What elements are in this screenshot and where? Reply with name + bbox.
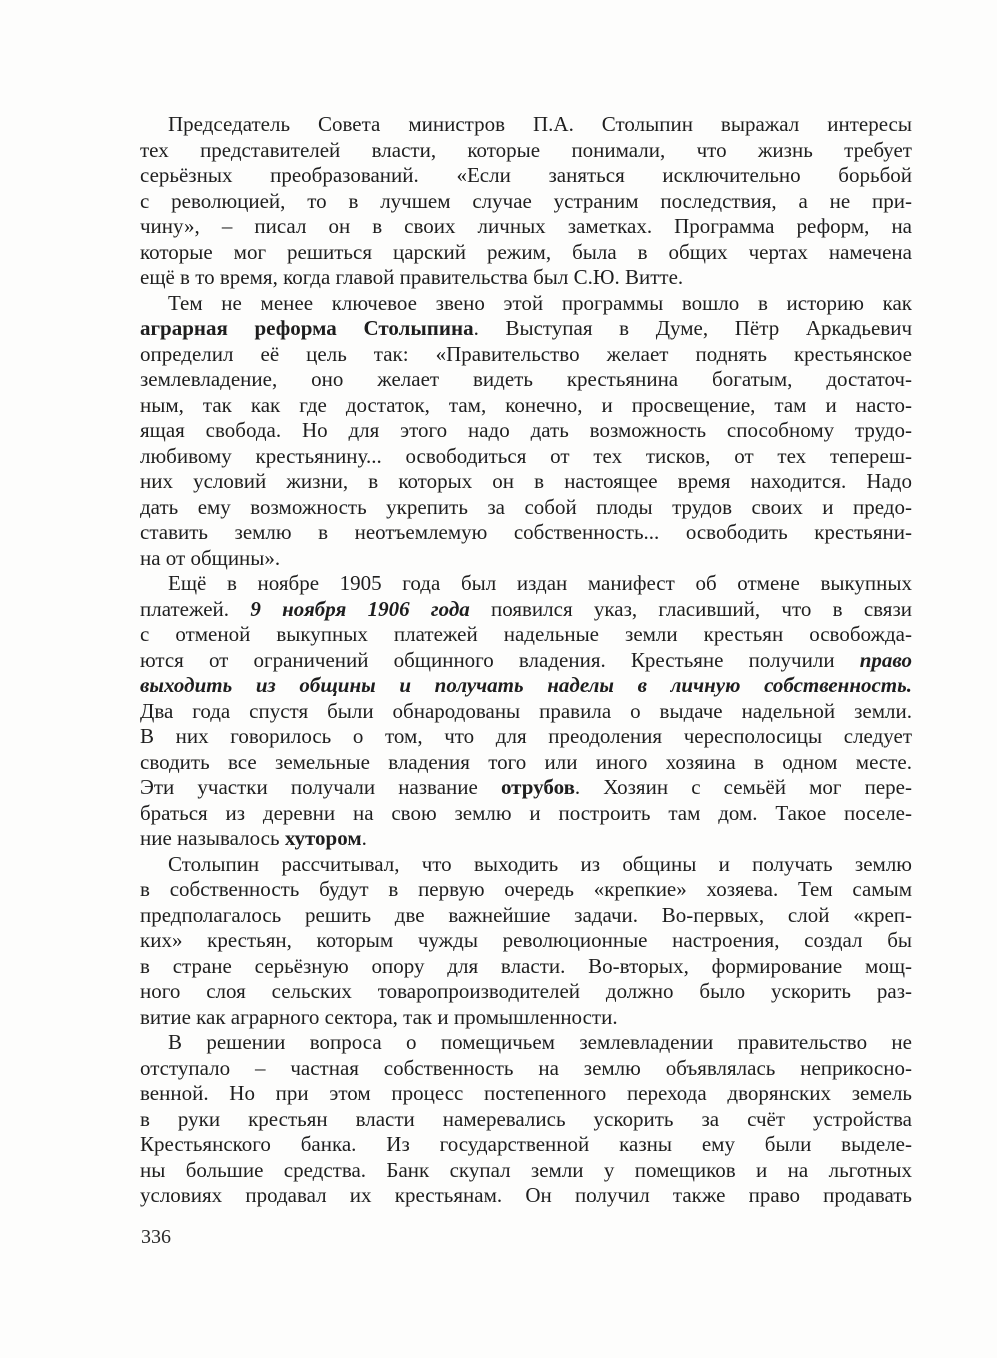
text-segment: Крестьянского банка. Из государственной казны ему были выделе- xyxy=(140,1132,912,1156)
text-line xyxy=(140,1183,912,1209)
text-line xyxy=(140,189,912,215)
text-line xyxy=(140,903,912,929)
text-segment: ких» крестьян, которым чужды революционные настроения, создал бы xyxy=(140,928,912,952)
text-segment: в собственность будут в первую очередь «крепкие» хозяева. Тем самым xyxy=(140,877,912,901)
text-line xyxy=(140,393,912,419)
text-line xyxy=(140,367,912,393)
text-line xyxy=(140,699,912,725)
text-line xyxy=(140,316,912,342)
text-line xyxy=(140,1132,912,1158)
emphasis-segment: отрубов xyxy=(500,775,575,799)
text-line xyxy=(140,673,912,699)
text-line xyxy=(140,265,912,291)
paragraph xyxy=(140,291,912,572)
text-line xyxy=(140,622,912,648)
text-line xyxy=(140,520,912,546)
text-segment: с отменой выкупных платежей надельные земли крестьян освобожда- xyxy=(140,622,912,646)
text-segment: В решении вопроса о помещичьем землевладении правительство не xyxy=(168,1030,912,1054)
paragraph xyxy=(140,1030,912,1209)
text-line xyxy=(140,444,912,470)
text-segment: Два года спустя были обнародованы правила о выдаче надельной земли. xyxy=(140,698,912,723)
text-segment: предполагалось решить две важнейшие задачи. Во-первых, слой «креп- xyxy=(140,902,912,927)
text-segment: условиях продавал их крестьянам. Он получил также право продавать xyxy=(140,1183,912,1207)
text-segment: них условий жизни, в которых он в настоящее время находится. Надо xyxy=(140,469,912,493)
text-segment: тех представителей власти, которые понимали, что жизнь требует xyxy=(140,137,912,162)
text-segment: дать ему возможность укрепить за собой плоды трудов своих и предо- xyxy=(140,494,912,519)
text-segment: чину», – писал он в своих личных заметках. Программа реформ, на xyxy=(140,214,912,238)
text-line xyxy=(140,954,912,980)
text-block xyxy=(140,112,912,1209)
text-segment: ставить землю в неотъемлемую собственность... освободить крестьяни- xyxy=(140,520,912,544)
text-line xyxy=(140,1005,912,1031)
text-line xyxy=(140,597,912,623)
text-line xyxy=(140,469,912,495)
text-segment: Ещё в ноябре 1905 года был издан манифест об отмене выкупных xyxy=(168,571,912,595)
text-line xyxy=(140,648,912,674)
text-segment: отступало – частная собственность на землю объявлялась неприкосно- xyxy=(140,1055,912,1080)
text-line xyxy=(140,571,912,597)
text-segment: Эти участки получали название xyxy=(140,775,501,799)
emphasis-segment: выходить из общины и получать наделы в личную собственность. xyxy=(140,673,912,697)
text-segment: Председатель Совета министров П.А. Столыпин выражал интересы xyxy=(168,112,912,136)
text-segment: платежей. xyxy=(140,596,251,621)
emphasis-segment: 9 ноября 1906 года xyxy=(250,596,470,621)
text-line xyxy=(140,112,912,138)
text-segment: землевладение, оно желает видеть крестьянина богатым, достаточ- xyxy=(140,367,912,391)
text-segment: ны большие средства. Банк скупал земли у помещиков и на льготных xyxy=(140,1157,912,1182)
text-line xyxy=(140,418,912,444)
text-line xyxy=(140,928,912,954)
text-segment: . Выступая в Думе, Пётр Аркадьевич xyxy=(473,316,912,340)
text-line xyxy=(140,724,912,750)
text-segment: браться из деревни на свою землю и построить там дом. Такое поселе- xyxy=(140,800,912,825)
text-segment: Тем не менее ключевое звено этой программы вошло в историю как xyxy=(168,290,912,315)
paragraph xyxy=(140,852,912,1031)
text-line xyxy=(140,1056,912,1082)
page-number: 336 xyxy=(141,1226,171,1248)
text-segment: с революцией, то в лучшем случае устраним последствия, а не при- xyxy=(140,188,912,213)
text-line xyxy=(140,1081,912,1107)
text-segment: на от общины». xyxy=(140,545,281,570)
text-segment: Столыпин рассчитывал, что выходить из общины и получать землю xyxy=(168,851,912,876)
text-line xyxy=(140,138,912,164)
text-line xyxy=(140,495,912,521)
text-segment: ются от ограничений общинного владения. Крестьяне получили xyxy=(140,647,860,672)
text-line xyxy=(140,214,912,240)
text-segment: В них говорилось о том, что для преодоления чересполосицы следует xyxy=(140,724,912,748)
text-line xyxy=(140,546,912,572)
text-segment: ние называлось xyxy=(140,826,285,850)
emphasis-segment: аграрная реформа Столыпина xyxy=(140,316,474,340)
text-segment: в руки крестьян власти намеревались ускорить за счёт устройства xyxy=(140,1106,912,1131)
text-segment: венной. Но при этом процесс постепенного перехода дворянских земель xyxy=(140,1081,912,1105)
text-segment: . xyxy=(361,826,367,850)
text-segment: которые мог решиться царский режим, была в общих чертах намечена xyxy=(140,239,912,264)
text-line xyxy=(140,1107,912,1133)
text-line xyxy=(140,163,912,189)
paragraph xyxy=(140,571,912,852)
text-line xyxy=(140,852,912,878)
text-segment: витие как аграрного сектора, так и промышленности. xyxy=(140,1004,618,1029)
emphasis-segment: право xyxy=(859,647,912,672)
text-line xyxy=(140,801,912,827)
text-line xyxy=(140,342,912,368)
text-segment: серьёзных преобразований. «Если заняться исключительно борьбой xyxy=(140,163,912,187)
emphasis-segment: хутором xyxy=(284,826,362,850)
text-line xyxy=(140,826,912,852)
text-segment: определил её цель так: «Правительство желает поднять крестьянское xyxy=(140,341,912,366)
text-line xyxy=(140,877,912,903)
paragraph xyxy=(140,112,912,291)
text-segment: . Хозяин с семьёй мог пере- xyxy=(574,775,912,799)
text-line xyxy=(140,1158,912,1184)
text-segment: любивому крестьянину... освободиться от тех тисков, от тех тепереш- xyxy=(140,443,912,468)
text-line xyxy=(140,979,912,1005)
text-line xyxy=(140,1030,912,1056)
text-segment: ящая свобода. Но для этого надо дать возможность способному трудо- xyxy=(140,418,912,442)
text-segment: сводить все земельные владения того или иного хозяина в одном месте. xyxy=(140,749,912,774)
text-segment: ным, так как где достаток, там, конечно, и просвещение, там и насто- xyxy=(140,392,912,417)
text-segment: ещё в то время, когда главой правительства был С.Ю. Витте. xyxy=(140,265,684,289)
text-segment: ного слоя сельских товаропроизводителей должно было ускорить раз- xyxy=(140,979,912,1003)
text-segment: в стране серьёзную опору для власти. Во-вторых, формирование мощ- xyxy=(140,953,912,978)
text-line xyxy=(140,291,912,317)
text-segment: появился указ, гласивший, что в связи xyxy=(469,596,912,621)
text-line xyxy=(140,240,912,266)
text-line xyxy=(140,750,912,776)
text-line xyxy=(140,775,912,801)
